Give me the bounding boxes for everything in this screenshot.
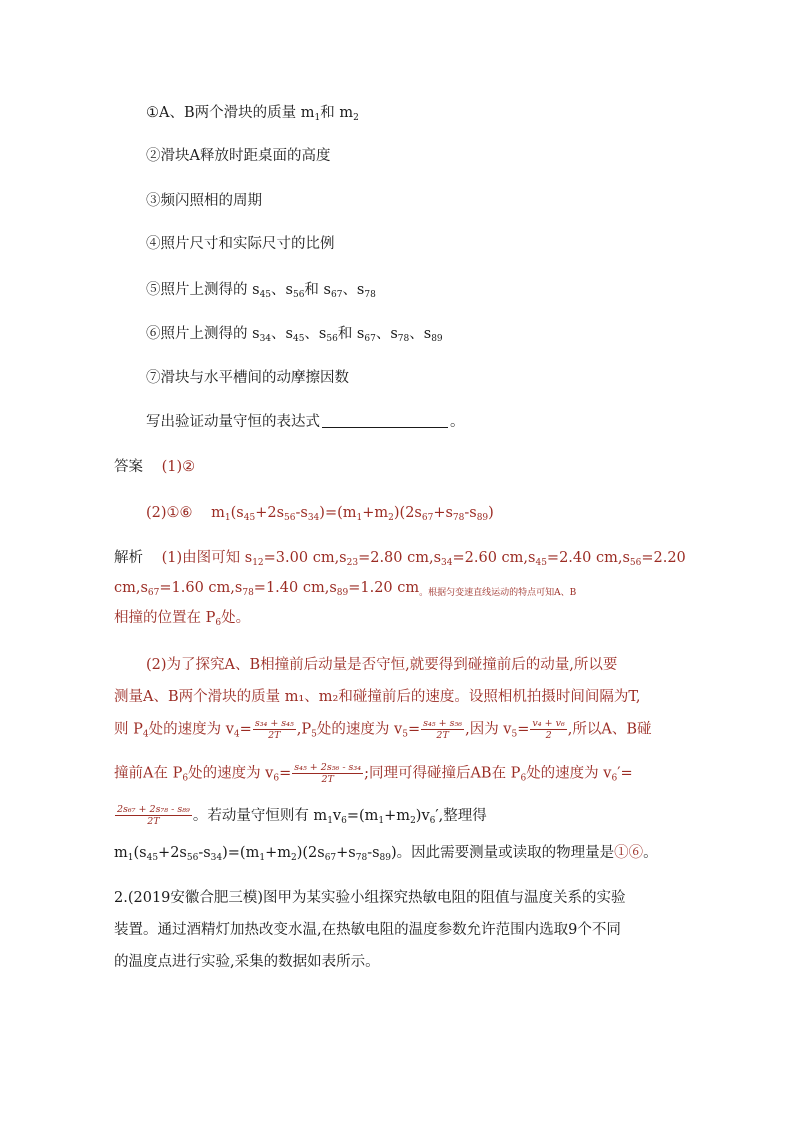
text-run: ①A、B两个滑块的质量 m: [146, 105, 315, 121]
text-run: +2s: [158, 845, 187, 861]
text-run: -s: [198, 845, 211, 861]
subscript: 23: [346, 558, 359, 568]
text-run: 处。: [221, 610, 251, 626]
option-7: [146, 367, 349, 389]
answer-line-1: [114, 456, 195, 478]
analysis-line-3: [114, 607, 250, 629]
fraction-v5: $\frac{\text{s₄₅ + s₅₆}}{2T}$: [423, 718, 463, 741]
subscript: 56: [284, 513, 296, 523]
fraction-v4: $\frac{\text{s₃₄ + s₄₅}}{2T}$: [254, 718, 294, 741]
text-run: 、s: [304, 326, 327, 342]
subscript: 2: [290, 853, 297, 863]
subscript: 78: [452, 513, 465, 523]
text-run: m: [114, 845, 128, 861]
subscript: 56: [326, 334, 338, 344]
subscript: 56: [629, 558, 642, 568]
subscript: 45: [146, 853, 159, 863]
text-run: +m: [265, 845, 291, 861]
text-run: =1.20 cm: [348, 580, 420, 596]
text-run: (s: [230, 505, 244, 521]
text-run: +2s: [255, 505, 285, 521]
option-3: [146, 190, 262, 212]
text-run: ⑤照片上测得的 s: [146, 282, 260, 298]
text-run: =3.00 cm,s: [263, 550, 347, 566]
subscript: 78: [397, 334, 410, 344]
text-run: ⑦滑块与水平槽间的动摩擦因数: [146, 370, 349, 386]
subscript: 34: [210, 853, 223, 863]
subscript: 89: [379, 853, 391, 863]
analysis-label: 解析: [114, 550, 143, 566]
subscript: 1: [127, 853, 134, 863]
question-prompt: 写出验证动量守恒的表达式 。: [146, 414, 465, 430]
text-run: -s: [295, 505, 308, 521]
subscript: 。根据匀变速直线运动的特点可知A、B: [419, 588, 577, 598]
subscript: 12: [252, 558, 264, 568]
text-run: 、s: [375, 326, 398, 342]
text-run: ③频闪照相的周期: [146, 193, 262, 209]
option-6: [146, 323, 443, 345]
analysis-p2-line-2: 测量A、B两个滑块的质量 m₁、m₂和碰撞前后的速度。设照相机拍摄时间间隔为T,: [114, 689, 641, 705]
text-run: )(2s: [296, 845, 325, 861]
subscript: 89: [336, 588, 349, 598]
analysis-p1-l1: [162, 550, 686, 566]
subscript: 78: [364, 290, 376, 300]
text-run: ): [488, 505, 494, 521]
subscript: 6: [215, 618, 222, 628]
text-run: ): [391, 845, 397, 861]
final-answer: ①⑥: [614, 845, 644, 861]
question-2-line-3: 的温度点进行实验,采集的数据如表所示。: [114, 954, 380, 970]
analysis-p2-line-1: (2)为了探究A、B相撞前后动量是否守恒,就要得到碰撞前后的动量,所以要: [146, 657, 618, 673]
subscript: 78: [355, 853, 368, 863]
subscript: 45: [243, 513, 256, 523]
question-2-line-1: 2.(2019安徽合肥三模)图甲为某实验小组探究热敏电阻的阻值与温度关系的实验: [114, 890, 626, 906]
text-run: =1.60 cm,s: [159, 580, 243, 596]
option-1: [146, 102, 359, 124]
text-run: )(2s: [393, 505, 422, 521]
text-run: 、s: [271, 282, 293, 298]
subscript: 67: [330, 290, 343, 300]
text-run: =2.80 cm,s: [358, 550, 442, 566]
text-run: -s: [464, 505, 477, 521]
subscript: 45: [259, 290, 272, 300]
subscript: 89: [476, 513, 489, 523]
subscript: 34: [441, 558, 453, 568]
text-run: ⑥照片上测得的 s: [146, 326, 260, 342]
analysis-line-2: [114, 577, 576, 599]
text-run: ②滑块A释放时距桌面的高度: [146, 148, 331, 164]
subscript: 67: [421, 513, 434, 523]
text-run: =1.40 cm,s: [253, 580, 337, 596]
subscript: 67: [147, 588, 160, 598]
subscript: 45: [535, 558, 547, 568]
text-run: +m: [362, 505, 389, 521]
fraction-v6-prime: $\frac{\text{2s₆₇ + 2s₇₈ - s₈₉}}{2T}$: [117, 804, 190, 827]
text-run: (s: [133, 845, 147, 861]
text-run: 、s: [409, 326, 432, 342]
text-run: 和 s: [304, 282, 331, 298]
text-run: 和 m: [320, 105, 354, 121]
text-run: ④照片尺寸和实际尺寸的比例: [146, 236, 335, 252]
text-run: 、s: [342, 282, 365, 298]
answer-part-2-formula: [211, 505, 494, 521]
subscript: 1: [314, 113, 321, 123]
subscript: 89: [431, 334, 443, 344]
text-run: (1)由图可知 s: [161, 550, 253, 566]
answer-part-1: (1)②: [161, 459, 196, 475]
option-2: [146, 145, 330, 167]
text-run: =2.40 cm,s: [546, 550, 630, 566]
text-run: -s: [367, 845, 380, 861]
text-run: )=(m: [319, 505, 357, 521]
analysis-p2-line-3: 则 $P_4$处的速度为 $v_4=$ $\frac{\text{s₃₄ + s₄₅}}{2T}$ $,P_5$处的速度为 $v_5=$ $\frac{\text{s₄₅ + s₅₆}}{2T}$ ,因为 $v_5=$ $\frac{\text{v₄ + v₆}}{2}$ ,所以A、B碰: [114, 718, 652, 741]
text-run: )=(m: [222, 845, 260, 861]
answer-line-2: [146, 502, 494, 524]
subscript: 1: [356, 513, 363, 523]
text-run: +s: [336, 845, 356, 861]
analysis-p2-line-4: 撞前A在 $P_6$处的速度为 $v_6=$ $\frac{\text{s₄₅ + 2s₅₆ - s₃₄}}{2T}$ ;同理可得碰撞后AB在 $P_6$处的速度为 $v_6'=$: [114, 762, 633, 785]
text-run: m: [211, 505, 225, 521]
text-run: =2.20: [641, 550, 686, 566]
question-text: 写出验证动量守恒的表达式: [146, 414, 320, 430]
text-run: =2.60 cm,s: [452, 550, 536, 566]
text-run: cm,s: [114, 580, 148, 596]
answer-label: 答案: [114, 459, 143, 475]
option-5: [146, 279, 376, 301]
text-run: 相撞的位置在 P: [114, 610, 216, 626]
subscript: 2: [353, 113, 359, 123]
question-2-line-2: 装置。通过酒精灯加热改变水温,在热敏电阻的温度参数允许范围内选取9个不同: [114, 922, 621, 938]
text-run: 和 s: [337, 326, 365, 342]
text-run: 、s: [271, 326, 293, 342]
subscript: 67: [364, 334, 376, 344]
subscript: 78: [242, 588, 254, 598]
subscript: 34: [307, 513, 320, 523]
subscript: 56: [186, 853, 199, 863]
fraction-v6: $\frac{\text{s₄₅ + 2s₅₆ - s₃₄}}{2T}$: [294, 762, 362, 785]
answer-blank: [322, 413, 448, 428]
subscript: 45: [292, 334, 305, 344]
analysis-p2-line-6: $m_1(s_{45}+2s_{56}-s_{34})=(m_1+m_2)(2s_{67}+s_{78}-s_{89})$。因此需要测量或读取的物理量是①⑥。: [114, 845, 658, 863]
subscript: 1: [224, 513, 231, 523]
subscript: 2: [388, 513, 394, 523]
subscript: 34: [259, 334, 272, 344]
answer-part-2-prefix: (2)①⑥: [146, 505, 193, 521]
final-formula: [114, 845, 397, 861]
analysis-p2-line-5: $\frac{\text{2s₆₇ + 2s₇₈ - s₈₉}}{2T}$ 。若动量守恒则有 $m_1v_6=(m_1+m_2)v_6'$,整理得: [117, 804, 487, 827]
analysis-line-1: [114, 547, 686, 569]
subscript: 1: [259, 853, 266, 863]
fraction-v5-mean: $\frac{\text{v₄ + v₆}}{2}$: [532, 718, 565, 741]
subscript: 56: [292, 290, 305, 300]
subscript: 67: [324, 853, 337, 863]
text-run: +s: [433, 505, 453, 521]
option-4: [146, 233, 335, 255]
